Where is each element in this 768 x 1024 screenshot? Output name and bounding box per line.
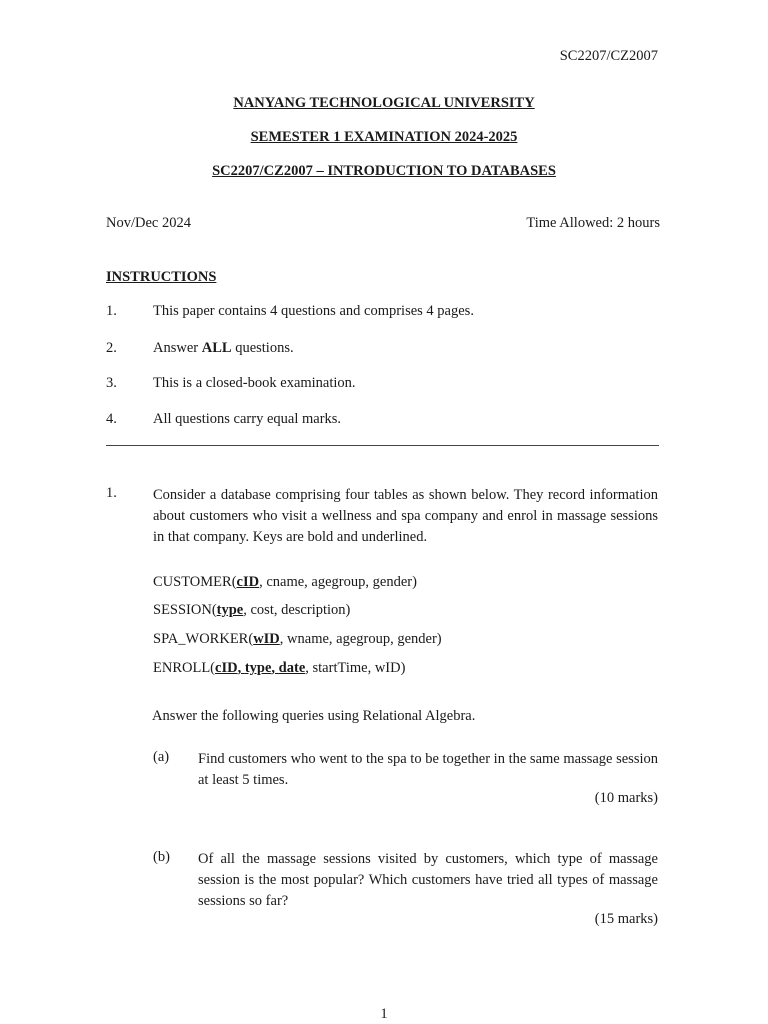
instruction-number: 1. — [106, 303, 117, 319]
question-number: 1. — [106, 485, 117, 501]
part-a-label: (a) — [153, 749, 170, 765]
instructions-heading: INSTRUCTIONS — [106, 269, 217, 285]
part-a-marks: (10 marks) — [594, 790, 658, 806]
primary-key: date — [278, 660, 306, 676]
primary-key: type — [216, 602, 244, 618]
question-text: Consider a database comprising four tables as shown below. They record information about customers who visit a wellness and spa company and enrol in massage sessions in that company. Keys are bold and underlined. — [153, 487, 658, 545]
exam-date: Nov/Dec 2024 — [106, 215, 191, 231]
primary-key: cID — [236, 574, 260, 590]
part-a-text: Find customers who went to the spa to be together in the same massage session at least 5 times. — [198, 751, 658, 788]
schema-enroll: ENROLL(cID, type, date, startTime, wID) — [153, 660, 406, 676]
primary-key: type — [244, 660, 272, 676]
schema-session: SESSION(type, cost, description) — [153, 602, 351, 618]
university-title: NANYANG TECHNOLOGICAL UNIVERSITY — [233, 95, 535, 111]
section-divider — [106, 445, 659, 446]
semester-title: SEMESTER 1 EXAMINATION 2024-2025 — [250, 129, 518, 145]
schema-spa-worker: SPA_WORKER(wID, wname, agegroup, gender) — [153, 631, 442, 647]
primary-key: wID — [253, 631, 280, 647]
course-title: SC2207/CZ2007 – INTRODUCTION TO DATABASES — [212, 163, 556, 179]
time-allowed: Time Allowed: 2 hours — [526, 215, 660, 231]
page-number: 1 — [380, 1006, 388, 1022]
instruction-text: All questions carry equal marks. — [153, 411, 342, 427]
instruction-text: Answer ALL questions. — [153, 340, 294, 356]
instruction-text: This paper contains 4 questions and comprises 4 pages. — [153, 303, 474, 319]
emphasis-all: ALL — [201, 340, 232, 356]
instruction-number: 4. — [106, 411, 117, 427]
answer-instruction: Answer the following queries using Relational Algebra. — [152, 708, 476, 724]
part-b-marks: (15 marks) — [594, 911, 658, 927]
course-code-header: SC2207/CZ2007 — [559, 48, 658, 64]
schema-customer: CUSTOMER(cID, cname, agegroup, gender) — [153, 574, 417, 590]
instruction-number: 2. — [106, 340, 117, 356]
instruction-text: This is a closed-book examination. — [153, 375, 356, 391]
part-b-text: Of all the massage sessions visited by customers, which type of massage session is the most popular? Which customers have tried all types of massage sessions so far? — [198, 851, 658, 909]
part-b-label: (b) — [153, 849, 170, 865]
primary-key: cID — [215, 660, 238, 676]
instruction-number: 3. — [106, 375, 117, 391]
